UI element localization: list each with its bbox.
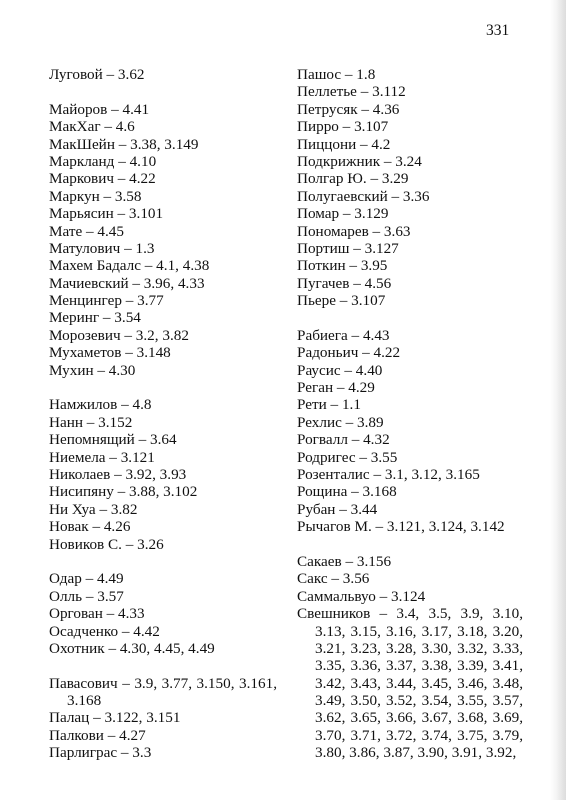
index-column-left — [49, 66, 277, 762]
section-spacer — [49, 657, 277, 674]
index-entry: Марьясин – 3.101 — [49, 205, 164, 223]
index-entry: Пирро – 3.107 — [297, 118, 389, 136]
index-entry: 3.49, 3.50, 3.52, 3.54, 3.55, 3.57, — [315, 692, 523, 710]
index-entry: Пиццони – 4.2 — [297, 135, 391, 153]
index-entry: Матулович – 1.3 — [49, 239, 155, 257]
index-entry: Саммальвуо – 3.124 — [297, 587, 426, 605]
index-entry: Радоньич – 4.22 — [297, 344, 401, 362]
index-entry: Маркович – 4.22 — [49, 170, 156, 188]
index-entry: Рогвалл – 4.32 — [297, 431, 390, 449]
section-spacer — [297, 536, 523, 553]
index-entry: Пашос – 1.8 — [297, 66, 376, 83]
index-entry: Помар – 3.129 — [297, 205, 389, 223]
section-spacer — [49, 379, 277, 396]
index-entry: Новиков С. – 3.26 — [49, 535, 164, 553]
index-entry: 3.13, 3.15, 3.16, 3.17, 3.18, 3.20, — [315, 622, 523, 640]
index-entry: Сакс – 3.56 — [297, 570, 370, 588]
index-entry: Олль – 3.57 — [49, 587, 124, 605]
index-entry: Рехлис – 3.89 — [297, 413, 384, 431]
index-entry: 3.80, 3.86, 3.87, 3.90, 3.91, 3.92, — [315, 744, 517, 762]
index-entry: Пугачев – 4.56 — [297, 274, 392, 292]
index-entry: Реган – 4.29 — [297, 379, 375, 397]
index-entry: Поткин – 3.95 — [297, 257, 388, 275]
index-column-right — [297, 66, 523, 762]
index-entry: Парлиграс – 3.3 — [49, 744, 152, 762]
index-entry: Раусис – 4.40 — [297, 361, 383, 379]
index-entry: Маркланд – 4.10 — [49, 152, 157, 170]
index-entry: Палкови – 4.27 — [49, 726, 146, 744]
index-entry: Оргован – 4.33 — [49, 605, 145, 623]
index-entry: Пономарев – 3.63 — [297, 222, 411, 240]
index-entry: Рубан – 3.44 — [297, 500, 378, 518]
index-entry: Одар – 4.49 — [49, 570, 124, 588]
index-entry: Свешников – 3.4, 3.5, 3.9, 3.10, — [297, 605, 523, 623]
index-entry: Петрусяк – 4.36 — [297, 100, 400, 118]
index-entry: Ни Хуа – 3.82 — [49, 500, 138, 518]
index-entry: 3.21, 3.23, 3.28, 3.30, 3.32, 3.33, — [315, 639, 523, 657]
index-entry: Подкрижник – 3.24 — [297, 152, 422, 170]
index-entry: Охотник – 4.30, 4.45, 4.49 — [49, 639, 215, 657]
index-entry: Намжилов – 4.8 — [49, 396, 152, 414]
index-entry: 3.62, 3.65, 3.66, 3.67, 3.68, 3.69, — [315, 709, 523, 727]
index-entry: Палац – 3.122, 3.151 — [49, 709, 181, 727]
index-entry: Мухаметов – 3.148 — [49, 344, 171, 362]
index-entry: Маркун – 3.58 — [49, 187, 142, 205]
page-number: 331 — [486, 22, 510, 39]
index-entry: Пеллетье – 3.112 — [297, 83, 406, 101]
index-entry: Нисипяну – 3.88, 3.102 — [49, 483, 198, 501]
index-entry: Пьере – 3.107 — [297, 292, 386, 310]
index-entry: 3.70, 3.71, 3.72, 3.74, 3.75, 3.79, — [315, 726, 523, 744]
section-spacer — [49, 83, 277, 100]
index-entry: Родригес – 3.55 — [297, 448, 398, 466]
page-edge-shadow — [550, 0, 566, 800]
index-entry: Меринг – 3.54 — [49, 309, 141, 327]
index-entry: Майоров – 4.41 — [49, 100, 150, 118]
index-entry: Осадченко – 4.42 — [49, 622, 160, 640]
index-entry: МакХаг – 4.6 — [49, 118, 135, 136]
index-entry: Полгар Ю. – 3.29 — [297, 170, 409, 188]
index-entry: Рощина – 3.168 — [297, 483, 397, 501]
index-entry: Мухин – 4.30 — [49, 361, 136, 379]
index-entry: Луговой – 3.62 — [49, 66, 145, 83]
index-entry: Павасович – 3.9, 3.77, 3.150, 3.161, — [49, 674, 277, 692]
index-entry: Морозевич – 3.2, 3.82 — [49, 326, 189, 344]
index-entry: Рычагов М. – 3.121, 3.124, 3.142 — [297, 518, 505, 536]
index-entry: Непомнящий – 3.64 — [49, 431, 177, 449]
index-entry: Новак – 4.26 — [49, 518, 131, 536]
index-entry: Ниемела – 3.121 — [49, 448, 155, 466]
section-spacer — [49, 553, 277, 570]
section-spacer — [297, 309, 523, 326]
index-entry: Полугаевский – 3.36 — [297, 187, 430, 205]
index-entry: Мачиевский – 3.96, 4.33 — [49, 274, 205, 292]
index-entry: МакШейн – 3.38, 3.149 — [49, 135, 199, 153]
index-entry: Розенталис – 3.1, 3.12, 3.165 — [297, 465, 480, 483]
index-entry: Мате – 4.45 — [49, 222, 124, 240]
index-entry: Рети – 1.1 — [297, 396, 361, 414]
index-entry: Нанн – 3.152 — [49, 413, 133, 431]
index-entry: Николаев – 3.92, 3.93 — [49, 465, 187, 483]
index-entry: Менцингер – 3.77 — [49, 292, 164, 310]
index-entry: Сакаев – 3.156 — [297, 552, 392, 570]
index-entry: Портиш – 3.127 — [297, 239, 399, 257]
index-entry: 3.35, 3.36, 3.37, 3.38, 3.39, 3.41, — [315, 657, 523, 675]
index-entry: 3.42, 3.43, 3.44, 3.45, 3.46, 3.48, — [315, 674, 523, 692]
index-entry: Махем Бадалс – 4.1, 4.38 — [49, 257, 210, 275]
index-entry: Рабиега – 4.43 — [297, 326, 390, 344]
index-entry: 3.168 — [67, 692, 102, 710]
